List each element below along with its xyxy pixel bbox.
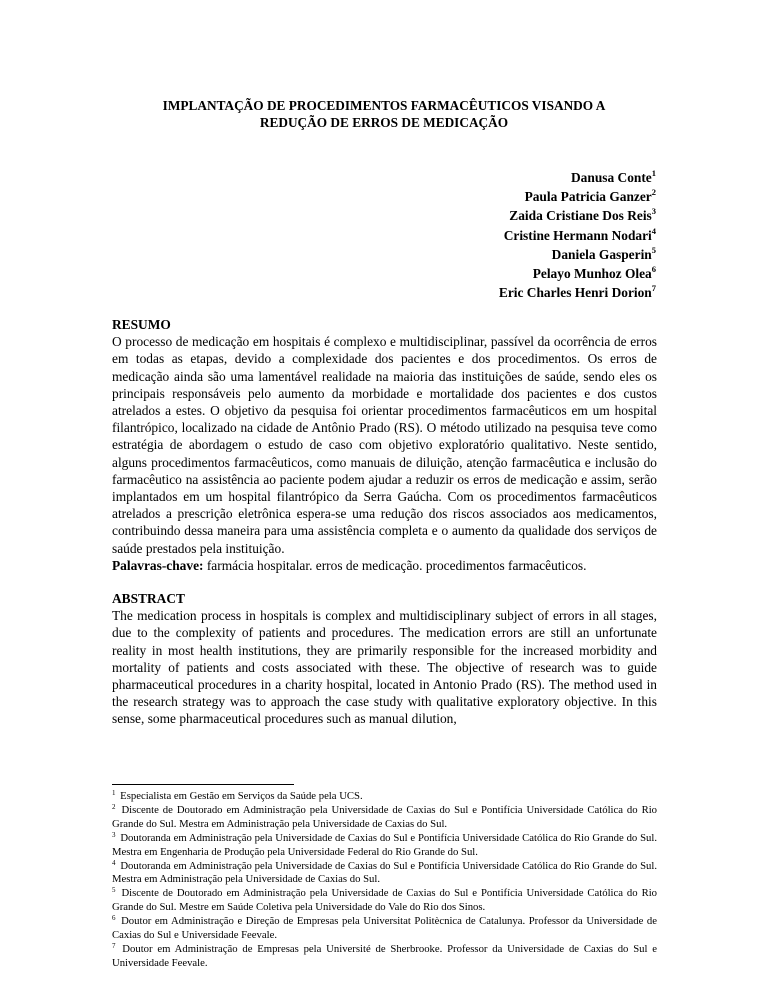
footnote-number: 1 xyxy=(112,789,116,797)
footnote-item xyxy=(112,832,657,860)
author-name: Cristine Hermann Nodari xyxy=(503,227,652,243)
author-item xyxy=(499,168,656,187)
footnote-text: Discente de Doutorado em Administração pela Universidade de Caxias do Sul e Pontifícia Universidade Católica do Rio Grande do Sul. Mestra em Administração pela Universidade de Caxias do Sul. xyxy=(112,803,658,830)
footnote-text: Doutor em Administração e Direção de Empresas pela Universitat Politècnica de Catalunya. Professor da Universidade de Caxias do Sul e Universidade Feevale. xyxy=(112,915,657,942)
author-item xyxy=(499,264,656,283)
footnote-text: Especialista em Gestão em Serviços da Saúde pela UCS. xyxy=(120,790,363,802)
abstract-heading: ABSTRACT xyxy=(112,591,185,606)
author-list xyxy=(499,168,656,302)
abstract-section xyxy=(112,590,657,728)
footnote-item xyxy=(112,915,657,943)
author-footnote-ref: 2 xyxy=(651,187,656,198)
keywords-label: Palavras-chave: xyxy=(112,557,204,573)
footnote-number: 6 xyxy=(112,914,116,923)
author-item xyxy=(499,283,656,302)
resumo-heading: RESUMO xyxy=(112,317,171,332)
footnote-item xyxy=(112,790,657,804)
footnote-number: 3 xyxy=(112,830,116,839)
author-footnote-ref: 7 xyxy=(651,283,656,294)
paper-title-line-2: REDUÇÃO DE ERROS DE MEDICAÇÃO xyxy=(259,115,509,130)
footnote-number: 2 xyxy=(112,802,116,811)
footnote-text: Discente de Doutorado em Administração pela Universidade de Caxias do Sul e Pontifícia Universidade Católica do Rio Grande do Sul. Mestre em Saúde Coletiva pela Universidade do Vale do Rio dos Sinos. xyxy=(112,887,658,914)
abstract-body: The medication process in hospitals is complex and multidisciplinary subject of errors in all stages, due to the complexity of patients and procedures. The medication errors are still an unfortunate reality in most health institutions, they are primarily responsible for the increased morbidity and mortality of patients and costs associated with these. The objective of research was to guide pharmaceutical procedures in a charity hospital, located in Antonio Prado (RS). The method used in the research strategy was to approach the case study with qualitative exploratory objective. In this sense, some pharmaceutical procedures such as manual dilution, xyxy=(112,608,657,727)
author-name: Paula Patricia Ganzer xyxy=(524,189,652,205)
author-name: Danusa Conte xyxy=(571,170,652,185)
footnote-text: Doutoranda em Administração pela Universidade de Caxias do Sul e Pontifícia Universidade Católica do Rio Grande do Sul. Mestra em Engenharia de Produção pela Universidade Federal do Rio Grande do Sul. xyxy=(112,831,658,858)
footnote-item xyxy=(112,887,657,915)
footnote-text: Doutoranda em Administração pela Universidade de Caxias do Sul e Pontifícia Universidade Católica do Rio Grande do Sul. Mestra em Administração pela Universidade de Caxias do Sul. xyxy=(112,859,658,886)
keywords-line xyxy=(112,557,657,574)
footnote-number: 4 xyxy=(112,858,116,867)
resumo-section xyxy=(112,316,657,574)
author-footnote-ref: 4 xyxy=(651,225,656,236)
keywords-text: farmácia hospitalar. erros de medicação. procedimentos farmacêuticos. xyxy=(206,557,587,573)
footnote-divider xyxy=(112,784,294,785)
author-name: Zaida Cristiane Dos Reis xyxy=(509,208,652,224)
author-name: Daniela Gasperin xyxy=(551,246,652,262)
footnote-item xyxy=(112,860,657,888)
footnote-number: 7 xyxy=(112,941,116,950)
footnote-number: 5 xyxy=(112,886,116,895)
resumo-body: O processo de medicação em hospitais é complexo e multidisciplinar, passível da ocorrência de erros em todas as etapas, devido a complexidade dos pacientes e dos procedimentos. Os erros de medicação ainda são uma lamentável realidade na maioria das instituições de saúde, sendo eles os principais responsáveis pelo aumento da morbidade e mortalidade dos pacientes e dos custos atrelados a estes. O objetivo da pesquisa foi orientar procedimentos farmacêuticos em um hospital filantrópico, localizado na cidade de Antônio Prado (RS). O método utilizado na pesquisa teve como estratégia de abordagem o estudo de caso com objetivo exploratório qualitativo. Neste sentido, alguns procedimentos farmacêuticos, como manuais de diluição, atenção farmacêutica e inclusão do farmacêutico na assistência ao paciente podem ajudar a reduzir os erros de medicação e assim, serão implantados em um hospital filantrópico da Serra Gaúcha. Com os procedimentos farmacêuticos atrelados a prescrição eletrônica espera-se uma redução dos riscos associados aos medicamentos, contribuindo dessa maneira para uma assistência completa e o aumento da qualidade dos serviços de saúde prestados pela instituição. xyxy=(112,334,657,556)
paper-title-line-1: IMPLANTAÇÃO DE PROCEDIMENTOS FARMACÊUTICOS VISANDO A xyxy=(162,98,606,113)
footnote-item xyxy=(112,943,657,971)
author-footnote-ref: 1 xyxy=(651,168,656,178)
footnote-item xyxy=(112,804,657,832)
author-item xyxy=(499,187,656,206)
author-name: Eric Charles Henri Dorion xyxy=(498,285,652,301)
paper-title xyxy=(110,97,658,131)
author-footnote-ref: 6 xyxy=(651,264,656,275)
footnote-text: Doutor em Administração de Empresas pela Université de Sherbrooke. Professor da Universidade de Caxias do Sul e Universidade Feevale. xyxy=(112,942,657,969)
author-item xyxy=(499,245,656,264)
author-footnote-ref: 5 xyxy=(651,244,656,255)
footnotes xyxy=(112,790,657,971)
author-footnote-ref: 3 xyxy=(651,206,656,217)
author-item xyxy=(499,226,656,245)
author-item xyxy=(499,206,656,225)
author-name: Pelayo Munhoz Olea xyxy=(532,266,652,282)
